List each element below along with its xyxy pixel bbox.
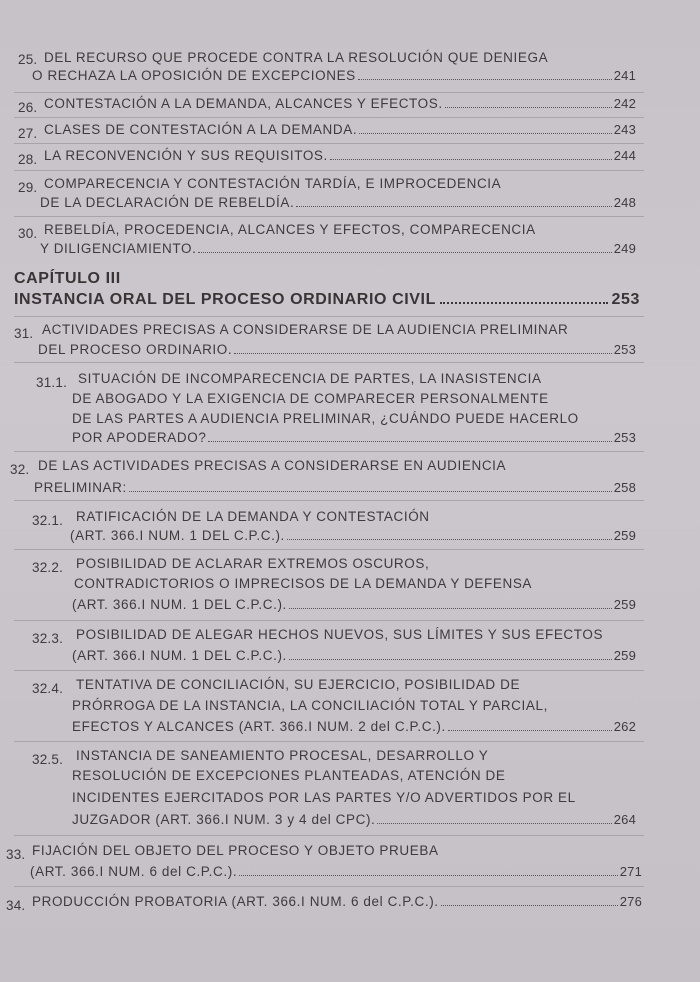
entry-number: 32.3. xyxy=(32,631,64,646)
divider xyxy=(14,670,644,671)
entry-number: 27. xyxy=(18,126,38,141)
divider xyxy=(14,92,644,93)
dot-leader xyxy=(198,251,611,253)
dot-leader xyxy=(208,440,611,442)
page-number: 253 xyxy=(613,430,636,445)
page-number: 276 xyxy=(619,894,642,909)
entry-title-line: CLASES DE CONTESTACIÓN A LA DEMANDA. xyxy=(44,122,358,137)
entry-title-line: LA RECONVENCIÓN Y SUS REQUISITOS. xyxy=(44,148,328,163)
page-number: 253 xyxy=(613,342,636,357)
entry-title-last-line xyxy=(72,812,636,827)
entry-title-line: DE LAS PARTES A AUDIENCIA PRELIMINAR, ¿CUÁNDO PUEDE HACERLO xyxy=(72,411,579,426)
entry-number: 25. xyxy=(18,52,38,67)
entry-title-line: INCIDENTES EJERCITADOS POR LAS PARTES Y/O ADVERTIDOS POR EL xyxy=(72,790,576,805)
divider xyxy=(14,741,644,742)
entry-title-line: TENTATIVA DE CONCILIACIÓN, SU EJERCICIO, POSIBILIDAD DE xyxy=(76,677,521,692)
page-number: 253 xyxy=(611,291,640,308)
page-number: 242 xyxy=(613,96,636,111)
dot-leader xyxy=(330,158,612,160)
entry-title-line: (ART. 366.I NUM. 1 DEL C.P.C.). xyxy=(72,597,287,612)
divider xyxy=(14,170,644,171)
divider xyxy=(14,362,644,363)
entry-title-line: Y DILIGENCIAMIENTO. xyxy=(40,241,197,256)
dot-leader xyxy=(239,874,618,876)
entry-title-last-line xyxy=(44,96,636,111)
entry-number: 26. xyxy=(18,100,38,115)
dot-leader xyxy=(448,729,612,731)
entry-title-line: (ART. 366.I NUM. 6 del C.P.C.). xyxy=(30,864,238,879)
entry-title-last-line xyxy=(72,597,636,612)
entry-number: 32.1. xyxy=(32,513,64,528)
entry-title-last-line xyxy=(32,894,642,909)
entry-title-last-line xyxy=(72,719,636,734)
entry-title-line: RESOLUCIÓN DE EXCEPCIONES PLANTEADAS, ATENCIÓN DE xyxy=(72,768,506,783)
entry-title-last-line xyxy=(34,480,636,495)
entry-title-last-line xyxy=(40,241,636,256)
entry-title-line: JUZGADOR (ART. 366.I NUM. 3 y 4 del CPC). xyxy=(72,812,376,827)
divider xyxy=(14,117,644,118)
page-number: 244 xyxy=(613,148,636,163)
entry-number: 30. xyxy=(18,226,38,241)
entry-number: 32.2. xyxy=(32,560,64,575)
dot-leader xyxy=(287,538,612,540)
entry-title-line: (ART. 366.I NUM. 1 DEL C.P.C.). xyxy=(70,528,285,543)
dot-leader xyxy=(296,205,611,207)
page-number: 264 xyxy=(613,812,636,827)
entry-title-line: O RECHAZA LA OPOSICIÓN DE EXCEPCIONES xyxy=(32,68,356,83)
entry-title-line: DEL PROCESO ORDINARIO. xyxy=(38,342,233,357)
entry-number: 33. xyxy=(6,847,26,862)
entry-number: 32. xyxy=(10,462,30,477)
entry-title-last-line xyxy=(72,430,636,445)
divider xyxy=(14,316,644,317)
entry-number: 34. xyxy=(6,898,26,913)
entry-title-line: POR APODERADO? xyxy=(72,430,207,445)
entry-title-line: DE ABOGADO Y LA EXIGENCIA DE COMPARECER PERSONALMENTE xyxy=(72,391,549,406)
entry-number: 29. xyxy=(18,180,38,195)
dot-leader xyxy=(377,822,611,824)
entry-title-last-line xyxy=(30,864,642,879)
page-number: 258 xyxy=(613,480,636,495)
entry-title-line: RATIFICACIÓN DE LA DEMANDA Y CONTESTACIÓN xyxy=(76,509,430,524)
divider xyxy=(14,620,644,621)
entry-title-line: DEL RECURSO QUE PROCEDE CONTRA LA RESOLUCIÓN QUE DENIEGA xyxy=(44,50,549,65)
entry-title-last-line xyxy=(70,528,636,543)
dot-leader xyxy=(358,78,612,80)
dot-leader xyxy=(289,658,612,660)
entry-title-line: DE LAS ACTIVIDADES PRECISAS A CONSIDERARSE EN AUDIENCIA xyxy=(38,458,507,473)
chapter-title-line xyxy=(14,291,640,309)
entry-title-line: DE LA DECLARACIÓN DE REBELDÍA. xyxy=(40,195,295,210)
entry-title-line: EFECTOS Y ALCANCES (ART. 366.I NUM. 2 del C.P.C.). xyxy=(72,719,446,734)
entry-title-line: CONTESTACIÓN A LA DEMANDA, ALCANCES Y EFECTOS. xyxy=(44,96,443,111)
entry-title-line: PRODUCCIÓN PROBATORIA (ART. 366.I NUM. 6 del C.P.C.). xyxy=(32,894,439,909)
dot-leader xyxy=(359,132,612,134)
entry-title-line: POSIBILIDAD DE ALEGAR HECHOS NUEVOS, SUS LÍMITES Y SUS EFECTOS xyxy=(76,627,604,642)
entry-number: 32.5. xyxy=(32,752,64,767)
dot-leader xyxy=(440,302,608,304)
entry-title-last-line xyxy=(44,122,636,137)
page-number: 259 xyxy=(613,528,636,543)
entry-title-line: INSTANCIA DE SANEAMIENTO PROCESAL, DESARROLLO Y xyxy=(76,748,489,763)
divider xyxy=(14,549,644,550)
entry-title-line: (ART. 366.I NUM. 1 DEL C.P.C.). xyxy=(72,648,287,663)
divider xyxy=(14,886,644,887)
page-number: 271 xyxy=(619,864,642,879)
entry-title-last-line xyxy=(44,148,636,163)
dot-leader xyxy=(234,352,611,354)
entry-number: 32.4. xyxy=(32,681,64,696)
entry-title-line: SITUACIÓN DE INCOMPARECENCIA DE PARTES, LA INASISTENCIA xyxy=(78,371,542,386)
dot-leader xyxy=(445,106,612,108)
entry-title-line: CONTRADICTORIOS O IMPRECISOS DE LA DEMANDA Y DEFENSA xyxy=(74,576,533,591)
entry-title-line: POSIBILIDAD DE ACLARAR EXTREMOS OSCUROS, xyxy=(76,556,430,571)
dot-leader xyxy=(289,607,612,609)
chapter-label: CAPÍTULO III xyxy=(14,270,121,287)
divider xyxy=(14,143,644,144)
entry-title-line: ACTIVIDADES PRECISAS A CONSIDERARSE DE LA AUDIENCIA PRELIMINAR xyxy=(42,322,569,337)
page-number: 249 xyxy=(613,241,636,256)
page-number: 248 xyxy=(613,195,636,210)
divider xyxy=(14,216,644,217)
divider xyxy=(14,835,644,836)
page-number: 243 xyxy=(613,122,636,137)
dot-leader xyxy=(129,490,612,492)
entry-title-line: REBELDÍA, PROCEDENCIA, ALCANCES Y EFECTOS, COMPARECENCIA xyxy=(44,222,536,237)
page-number: 259 xyxy=(613,648,636,663)
divider xyxy=(14,451,644,452)
entry-title-line: PRÓRROGA DE LA INSTANCIA, LA CONCILIACIÓN TOTAL Y PARCIAL, xyxy=(72,698,548,713)
page-number: 259 xyxy=(613,597,636,612)
entry-title-line: FIJACIÓN DEL OBJETO DEL PROCESO Y OBJETO PRUEBA xyxy=(32,843,439,858)
entry-number: 31.1. xyxy=(36,375,68,390)
entry-title-line: PRELIMINAR: xyxy=(34,480,127,495)
entry-title-last-line xyxy=(32,68,636,83)
entry-title-line: COMPARECENCIA Y CONTESTACIÓN TARDÍA, E IMPROCEDENCIA xyxy=(44,176,502,191)
chapter-title: INSTANCIA ORAL DEL PROCESO ORDINARIO CIVIL xyxy=(14,291,436,308)
entry-number: 31. xyxy=(14,326,34,341)
entry-title-last-line xyxy=(38,342,636,357)
entry-number: 28. xyxy=(18,152,38,167)
divider xyxy=(14,500,644,501)
entry-title-last-line xyxy=(40,195,636,210)
dot-leader xyxy=(441,904,618,906)
page-number: 262 xyxy=(613,719,636,734)
entry-title-last-line xyxy=(72,648,636,663)
page-number: 241 xyxy=(613,68,636,83)
